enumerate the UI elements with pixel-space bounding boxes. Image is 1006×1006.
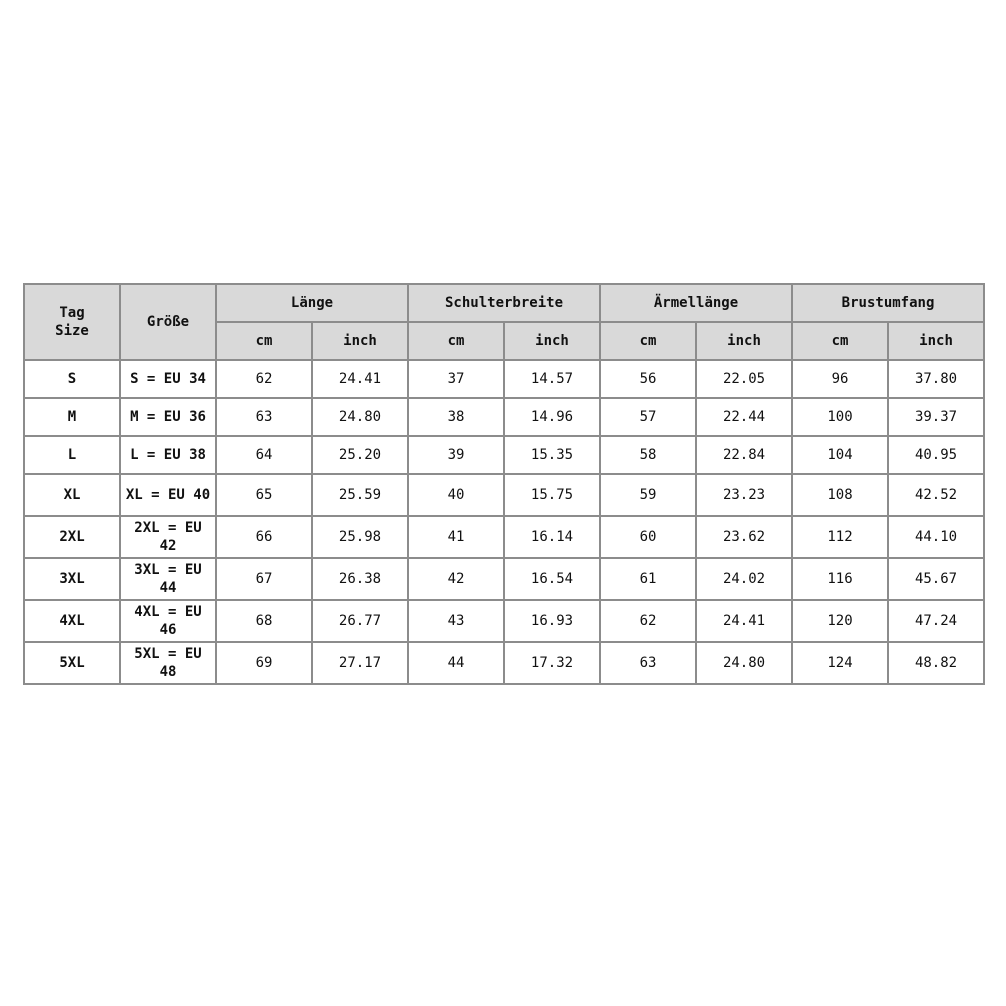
cm-value-cell: 62 [600,600,696,642]
eu-size-cell: S = EU 34 [120,360,216,398]
inch-value-cell: 24.80 [696,642,792,684]
inch-value-cell: 16.14 [504,516,600,558]
tag-size-header [24,284,120,360]
inch-value-cell: 47.24 [888,600,984,642]
cm-value-cell: 58 [600,436,696,474]
inch-value-cell: 16.93 [504,600,600,642]
cm-value-cell: 41 [408,516,504,558]
inch-value-cell: 44.10 [888,516,984,558]
cm-value-cell: 42 [408,558,504,600]
inch-value-cell: 14.57 [504,360,600,398]
header-group-row [24,284,984,322]
inch-value-cell: 25.20 [312,436,408,474]
tag-size-cell: L [24,436,120,474]
eu-size-cell: 3XL = EU 44 [120,558,216,600]
tag-size-cell: 3XL [24,558,120,600]
inch-value-cell: 26.77 [312,600,408,642]
table-row [24,436,984,474]
cm-value-cell: 61 [600,558,696,600]
cm-value-cell: 124 [792,642,888,684]
inch-value-cell: 22.44 [696,398,792,436]
inch-value-cell: 25.98 [312,516,408,558]
inch-value-cell: 16.54 [504,558,600,600]
cm-value-cell: 108 [792,474,888,516]
cm-value-cell: 40 [408,474,504,516]
cm-value-cell: 38 [408,398,504,436]
cm-value-cell: 60 [600,516,696,558]
size-label: Size [55,323,89,339]
cm-value-cell: 68 [216,600,312,642]
unit-header: cm [216,322,312,360]
tag-size-cell: M [24,398,120,436]
cm-value-cell: 116 [792,558,888,600]
cm-value-cell: 63 [600,642,696,684]
cm-value-cell: 69 [216,642,312,684]
inch-value-cell: 45.67 [888,558,984,600]
group-header-schulterbreite: Schulterbreite [408,284,600,322]
tag-size-cell: 2XL [24,516,120,558]
tag-size-cell: 5XL [24,642,120,684]
inch-value-cell: 22.05 [696,360,792,398]
cm-value-cell: 63 [216,398,312,436]
cm-value-cell: 96 [792,360,888,398]
cm-value-cell: 112 [792,516,888,558]
inch-value-cell: 27.17 [312,642,408,684]
size-chart-table [23,283,985,685]
cm-value-cell: 37 [408,360,504,398]
inch-value-cell: 14.96 [504,398,600,436]
inch-value-cell: 17.32 [504,642,600,684]
cm-value-cell: 44 [408,642,504,684]
inch-value-cell: 26.38 [312,558,408,600]
group-header-brustumfang: Brustumfang [792,284,984,322]
unit-header: cm [600,322,696,360]
cm-value-cell: 62 [216,360,312,398]
inch-value-cell: 23.23 [696,474,792,516]
tag-size-cell: 4XL [24,600,120,642]
unit-header: cm [792,322,888,360]
inch-value-cell: 15.75 [504,474,600,516]
groesse-header: Größe [120,284,216,360]
table-row [24,558,984,600]
cm-value-cell: 59 [600,474,696,516]
tag-size-cell: S [24,360,120,398]
cm-value-cell: 120 [792,600,888,642]
inch-value-cell: 24.41 [312,360,408,398]
table-row [24,600,984,642]
inch-value-cell: 24.80 [312,398,408,436]
inch-value-cell: 24.41 [696,600,792,642]
cm-value-cell: 57 [600,398,696,436]
unit-header: inch [696,322,792,360]
inch-value-cell: 22.84 [696,436,792,474]
inch-value-cell: 15.35 [504,436,600,474]
unit-header: inch [312,322,408,360]
cm-value-cell: 56 [600,360,696,398]
cm-value-cell: 65 [216,474,312,516]
cm-value-cell: 64 [216,436,312,474]
tag-size-cell: XL [24,474,120,516]
inch-value-cell: 39.37 [888,398,984,436]
inch-value-cell: 37.80 [888,360,984,398]
eu-size-cell: XL = EU 40 [120,474,216,516]
inch-value-cell: 23.62 [696,516,792,558]
inch-value-cell: 40.95 [888,436,984,474]
unit-header: inch [504,322,600,360]
eu-size-cell: 4XL = EU 46 [120,600,216,642]
cm-value-cell: 100 [792,398,888,436]
inch-value-cell: 24.02 [696,558,792,600]
inch-value-cell: 48.82 [888,642,984,684]
cm-value-cell: 104 [792,436,888,474]
eu-size-cell: M = EU 36 [120,398,216,436]
unit-header: inch [888,322,984,360]
inch-value-cell: 42.52 [888,474,984,516]
table-row [24,642,984,684]
cm-value-cell: 43 [408,600,504,642]
table-row [24,474,984,516]
group-header-laenge: Länge [216,284,408,322]
table-header [24,284,984,360]
group-header-aermellaenge: Ärmellänge [600,284,792,322]
eu-size-cell: 5XL = EU 48 [120,642,216,684]
tag-label: Tag [59,305,85,321]
cm-value-cell: 66 [216,516,312,558]
cm-value-cell: 39 [408,436,504,474]
inch-value-cell: 25.59 [312,474,408,516]
eu-size-cell: 2XL = EU 42 [120,516,216,558]
table-row [24,516,984,558]
unit-header: cm [408,322,504,360]
table-body [24,360,984,684]
eu-size-cell: L = EU 38 [120,436,216,474]
table-row [24,360,984,398]
table-row [24,398,984,436]
cm-value-cell: 67 [216,558,312,600]
